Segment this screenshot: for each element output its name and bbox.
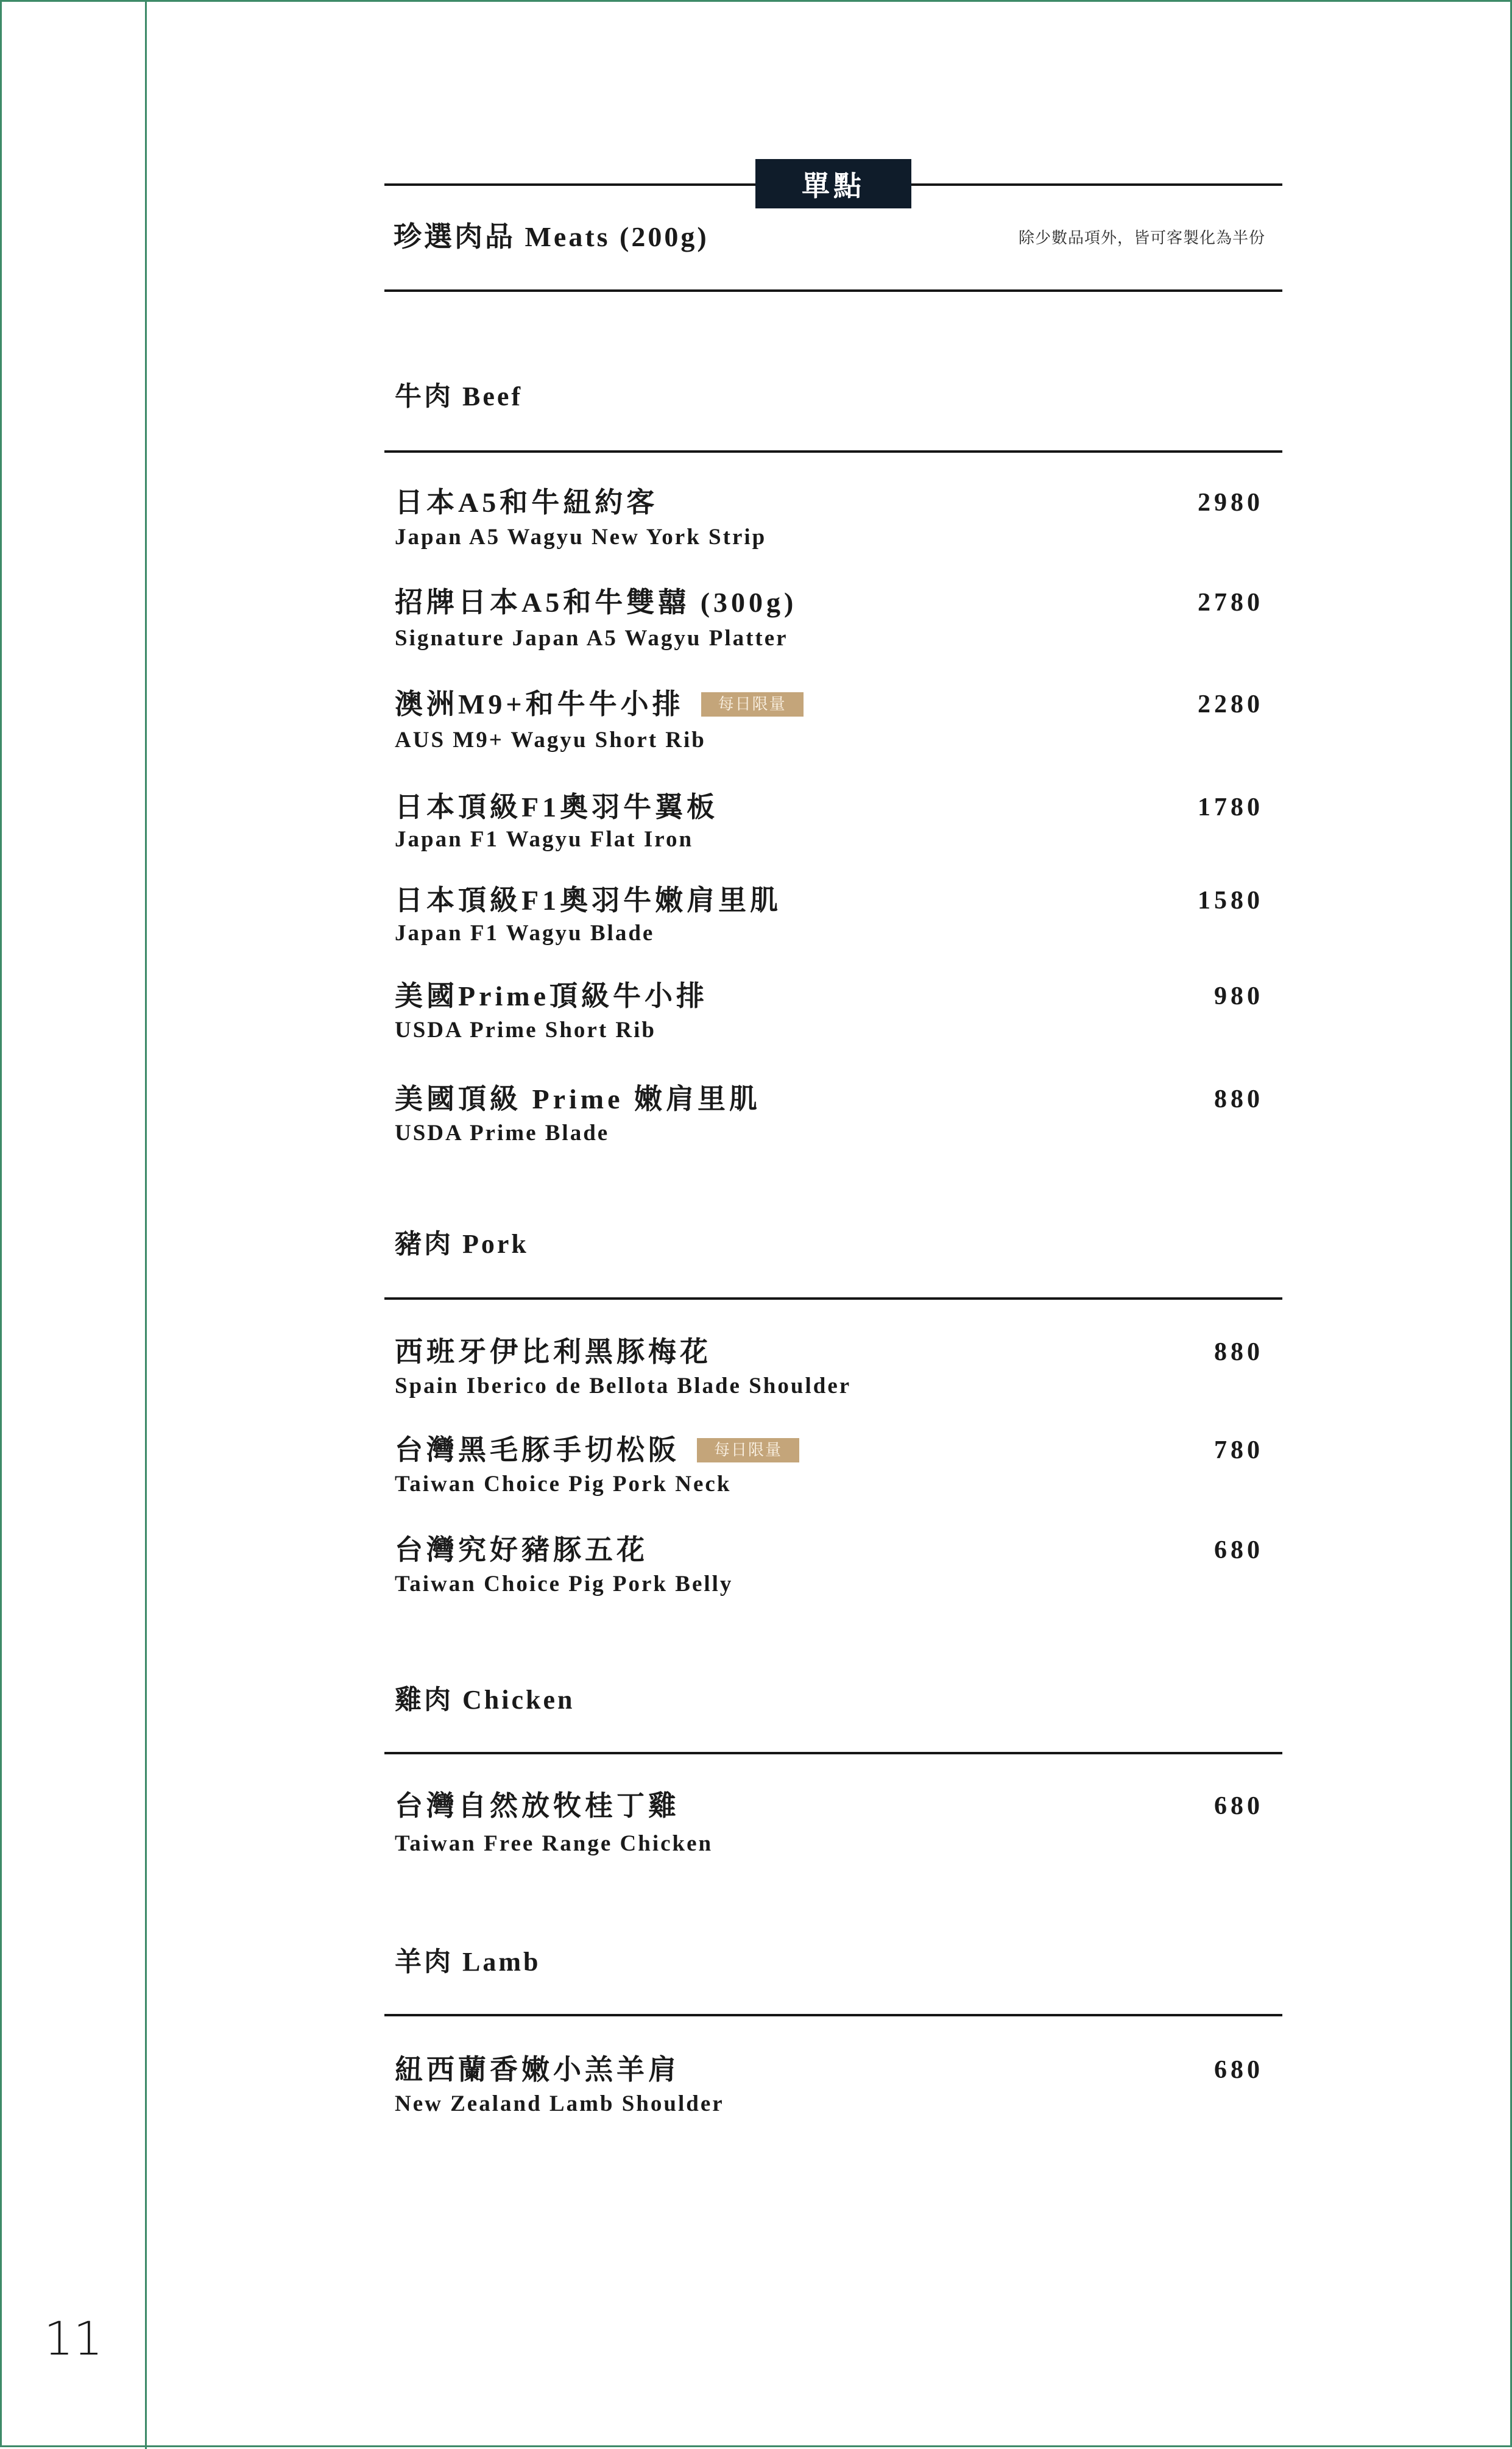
item-price: 2980 [1198,489,1263,517]
item-price: 2280 [1198,690,1263,718]
category-heading-chicken: 雞肉 Chicken [395,1685,575,1715]
item-price: 680 [1214,1536,1263,1564]
item-name-cn: 美國Prime頂級牛小排 [395,980,708,1012]
item-name-cn: 澳洲M9+和牛牛小排 每日限量 [395,687,804,722]
item-name-en: USDA Prime Blade [395,1121,610,1146]
item-name-en: Taiwan Free Range Chicken [395,1831,713,1856]
item-name-cn: 紐西蘭香嫩小羔羊肩 [395,2054,680,2085]
page-title: 珍選肉品 Meats (200g) [394,221,709,252]
item-name-cn: 日本頂級F1奧羽牛翼板 [395,792,719,823]
item-name-en: Taiwan Choice Pig Pork Belly [395,1572,733,1597]
item-name-cn: 日本A5和牛紐約客 [395,487,659,518]
item-name-cn: 美國頂級 Prime 嫩肩里肌 [395,1083,761,1115]
item-price: 880 [1214,1085,1263,1113]
category-rule [384,450,1282,453]
item-price: 680 [1214,2056,1263,2084]
item-price: 780 [1214,1436,1263,1464]
item-name-en: Japan A5 Wagyu New York Strip [395,525,767,550]
daily-limited-tag: 每日限量 [701,692,804,717]
item-name-en: New Zealand Lamb Shoulder [395,2091,724,2116]
item-price: 880 [1214,1338,1263,1366]
item-name-cn: 台灣究好豬豚五花 [395,1534,648,1565]
category-rule [384,2014,1282,2016]
title-rule [384,289,1282,292]
item-name-en: Spain Iberico de Bellota Blade Shoulder [395,1373,852,1398]
item-name-cn: 台灣黑毛豚手切松阪 每日限量 [395,1433,799,1468]
section-badge: 單點 [755,159,911,208]
item-name-en: AUS M9+ Wagyu Short Rib [395,728,706,753]
item-name-cn: 日本頂級F1奧羽牛嫩肩里肌 [395,885,782,916]
item-price: 680 [1214,1792,1263,1820]
item-price: 1780 [1198,793,1263,821]
category-rule [384,1752,1282,1754]
item-price: 980 [1214,982,1263,1010]
item-name-cn: 招牌日本A5和牛雙囍 (300g) [395,587,797,618]
category-heading-pork: 豬肉 Pork [395,1229,529,1259]
item-name-cn: 台灣自然放牧桂丁雞 [395,1790,680,1821]
sidebar-divider [145,2,147,2449]
item-name-cn: 西班牙伊比利黑豚梅花 [395,1336,712,1367]
daily-limited-tag: 每日限量 [697,1438,799,1462]
item-price: 2780 [1198,589,1263,617]
item-name-en: Signature Japan A5 Wagyu Platter [395,626,788,651]
item-name-en: USDA Prime Short Rib [395,1018,656,1043]
category-heading-lamb: 羊肉 Lamb [395,1947,541,1977]
page-number: 11 [44,2311,103,2366]
item-name-en: Taiwan Choice Pig Pork Neck [395,1472,732,1497]
item-name-en: Japan F1 Wagyu Blade [395,921,655,946]
category-rule [384,1297,1282,1300]
item-price: 1580 [1198,887,1263,915]
category-heading-beef: 牛肉 Beef [395,381,523,411]
item-name-en: Japan F1 Wagyu Flat Iron [395,827,694,852]
half-portion-note: 除少數品項外，皆可客製化為半份 [1018,229,1265,247]
